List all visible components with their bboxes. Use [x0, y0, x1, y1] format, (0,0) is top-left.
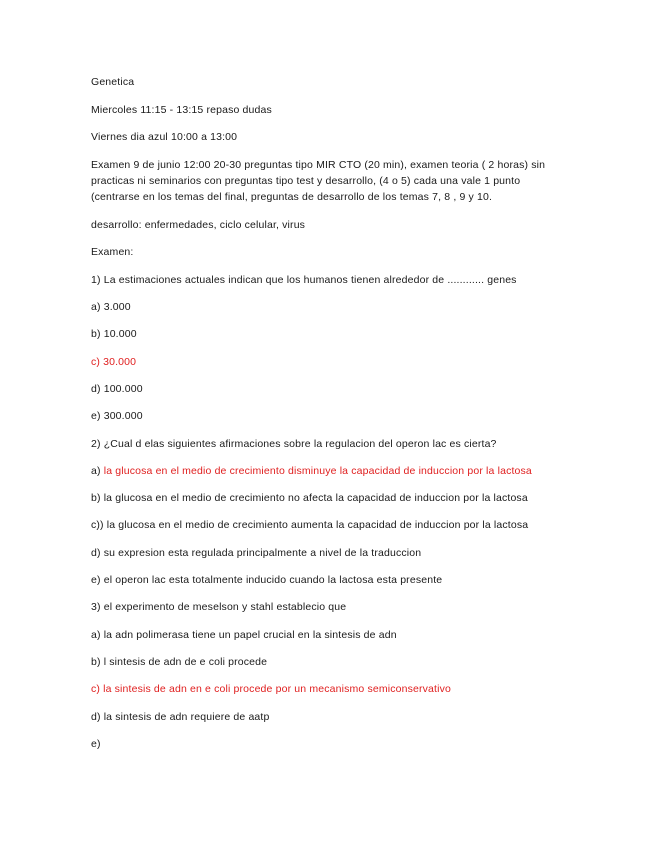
question-3-option-a: a) la adn polimerasa tiene un papel crucial en la sintesis de adn — [91, 629, 397, 641]
exam-info-line-2: practicas ni seminarios con preguntas tipo test y desarrollo, (4 o 5) cada una vale 1 punto — [91, 175, 521, 187]
question-3-option-c-answer: c) la sintesis de adn en e coli procede por un mecanismo semiconservativo — [91, 683, 451, 695]
question-1-option-e: e) 300.000 — [91, 410, 143, 422]
question-2-option-a — [91, 463, 561, 479]
question-3-prompt: 3) el experimento de meselson y stahl establecio que — [91, 601, 347, 613]
question-2-option-b: b) la glucosa en el medio de crecimiento no afecta la capacidad de induccion por la lactosa — [91, 492, 528, 504]
question-2-option-a-answer: la glucosa en el medio de crecimiento disminuye la capacidad de induccion por la lactosa — [103, 465, 532, 477]
question-1-option-c-answer: c) 30.000 — [91, 356, 137, 368]
question-1-prompt: 1) La estimaciones actuales indican que los humanos tienen alrededor de ............ genes — [91, 274, 517, 286]
question-2-prompt: 2) ¿Cual d elas siguientes afirmaciones sobre la regulacion del operon lac es cierta? — [91, 438, 497, 450]
desarrollo-topics: desarrollo: enfermedades, ciclo celular, virus — [91, 219, 306, 231]
exam-label: Examen: — [91, 246, 134, 258]
document-title: Genetica — [91, 76, 135, 88]
question-1-option-a: a) 3.000 — [91, 301, 131, 313]
question-1-option-b: b) 10.000 — [91, 328, 137, 340]
question-2-option-e: e) el operon lac esta totalmente inducido cuando la lactosa esta presente — [91, 574, 443, 586]
exam-info-line-3: (centrarse en los temas del final, preguntas de desarrollo de los temas 7, 8 , 9 y 10. — [91, 191, 493, 203]
question-3-option-e: e) — [91, 738, 101, 750]
question-2-option-a-prefix: a) — [91, 465, 104, 477]
schedule-line-2: Viernes dia azul 10:00 a 13:00 — [91, 131, 238, 143]
question-1-option-d: d) 100.000 — [91, 383, 143, 395]
schedule-line-1: Miercoles 11:15 - 13:15 repaso dudas — [91, 104, 272, 116]
exam-info-line-1: Examen 9 de junio 12:00 20-30 preguntas tipo MIR CTO (20 min), examen teoria ( 2 horas) sin — [91, 159, 546, 171]
question-3-option-b: b) l sintesis de adn de e coli procede — [91, 656, 268, 668]
question-2-option-d: d) su expresion esta regulada principalmente a nivel de la traduccion — [91, 547, 422, 559]
question-3-option-d: d) la sintesis de adn requiere de aatp — [91, 711, 270, 723]
question-2-option-c: c)) la glucosa en el medio de crecimiento aumenta la capacidad de induccion por la lactosa — [91, 519, 529, 531]
